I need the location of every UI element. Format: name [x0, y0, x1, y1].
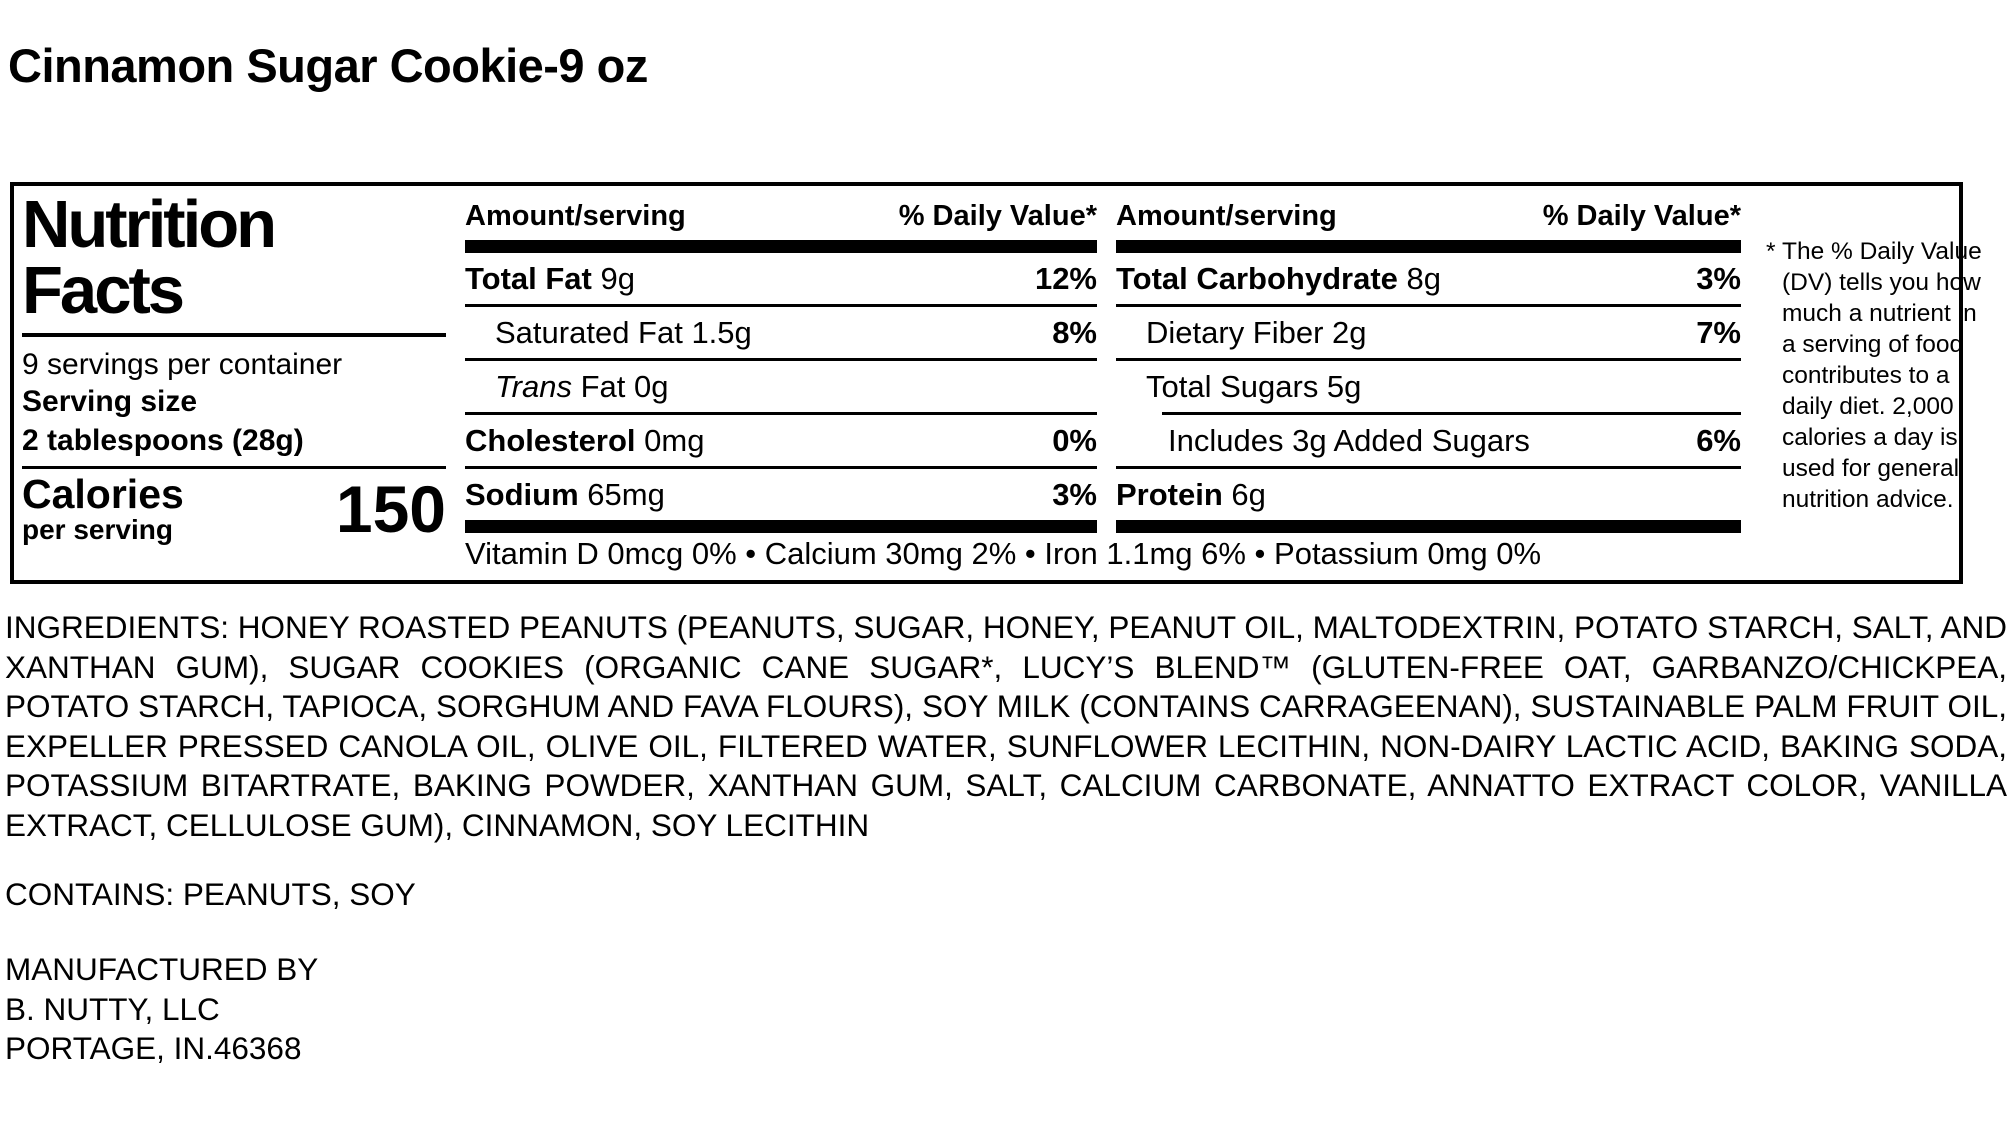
nutrient-row-total-fat: Total Fat 9g 12% [465, 253, 1097, 307]
nutrient-row-dietary-fiber: Dietary Fiber 2g 7% [1116, 307, 1741, 361]
heading-line-1: Nutrition [22, 187, 275, 262]
daily-value: 7% [1696, 314, 1741, 350]
calories-label-block [22, 471, 184, 545]
allergen-contains-line: CONTAINS: PEANUTS, SOY [5, 876, 416, 912]
nutrient-row-cholesterol: Cholesterol 0mg 0% [465, 415, 1097, 469]
divider [22, 333, 446, 337]
daily-value: 12% [1034, 260, 1097, 296]
manufacturer-block [5, 950, 318, 1069]
column1-header-daily-value: % Daily Value* [898, 200, 1097, 232]
serving-size-value: 2 tablespoons (28g) [22, 424, 304, 457]
daily-value: 6% [1696, 422, 1741, 458]
nutrient-column-1 [465, 200, 1097, 533]
daily-value: 8% [1052, 314, 1097, 350]
nutrient-row-saturated-fat: Saturated Fat 1.5g 8% [465, 307, 1097, 361]
footnote-text: The % Daily Value (DV) tells you how much a nutrient in a serving of food contributes to a daily diet. 2,000 calories a day is used for general nutrition advice. [1782, 238, 1982, 513]
daily-value: 0% [1052, 422, 1097, 458]
ingredients-paragraph: INGREDIENTS: HONEY ROASTED PEANUTS (PEANUTS, SUGAR, HONEY, PEANUT OIL, MALTODEXTRIN, POTATO STARCH, SALT, AND XANTHAN GUM), SUGAR COOKIES (ORGANIC CANE SUGAR*, LUCY’S BLEND™ (GLUTEN-FREE OAT, GARBANZO/CHICKPEA, POTATO STARCH, TAPIOCA, SORGHUM AND FAVA FLOURS), SOY MILK (CONTAINS CARRAGEENAN), SUSTAINABLE PALM FRUIT OIL, EXPELLER PRESSED CANOLA OIL, OLIVE OIL, FILTERED WATER, SUNFLOWER LECITHIN, NON-DAIRY LACTIC ACID, BAKING SODA, POTASSIUM BITARTRATE, BAKING POWDER, XANTHAN GUM, SALT, CALCIUM CARBONATE, ANNATTO EXTRACT COLOR, VANILLA EXTRACT, CELLULOSE GUM), CINNAMON, SOY LECITHIN [5, 609, 2007, 843]
calories-sublabel: per serving [22, 514, 173, 545]
daily-value: 3% [1696, 260, 1741, 296]
nutrient-row-trans-fat: Trans Fat 0g [465, 361, 1097, 415]
nutrition-facts-heading [22, 187, 446, 328]
column1-header [465, 200, 1097, 240]
column2-header [1116, 200, 1741, 240]
servings-per-container: 9 servings per container [22, 348, 343, 381]
column1-header-amount: Amount/serving [465, 200, 686, 232]
daily-value-footnote [1766, 236, 1996, 515]
manufacturer-line-2: B. NUTTY, LLC [5, 990, 220, 1027]
manufacturer-line-1: MANUFACTURED BY [5, 951, 319, 987]
daily-value: 3% [1052, 476, 1097, 512]
page-title: Cinnamon Sugar Cookie-9 oz [8, 39, 648, 92]
thick-bar [465, 520, 1097, 533]
thick-bar [1116, 240, 1741, 253]
nutrient-row-total-carbohydrate: Total Carbohydrate 8g 3% [1116, 253, 1741, 307]
column2-header-amount: Amount/serving [1116, 200, 1337, 232]
divider [22, 466, 446, 469]
calories-label: Calories [22, 471, 184, 517]
nutrition-facts-left-section [22, 187, 446, 546]
nutrient-row-protein: Protein 6g [1116, 476, 1266, 512]
nutrient-row-sodium: Sodium 65mg 3% [465, 476, 1097, 512]
manufacturer-line-3: PORTAGE, IN.46368 [5, 1030, 302, 1066]
micronutrients-line: Vitamin D 0mcg 0% • Calcium 30mg 2% • Iron 1.1mg 6% • Potassium 0mg 0% [465, 536, 1542, 571]
thick-bar [1116, 520, 1741, 533]
column2-header-daily-value: % Daily Value* [1542, 200, 1741, 232]
thick-bar [465, 240, 1097, 253]
nutrient-row-added-sugars: Includes 3g Added Sugars 6% [1116, 415, 1741, 469]
calories-row [22, 471, 446, 546]
footnote-asterisk: * [1766, 238, 1776, 265]
nutrient-row-total-sugars: Total Sugars 5g [1146, 368, 1362, 404]
calories-value: 150 [335, 472, 446, 546]
serving-size-label: Serving size [22, 385, 198, 418]
nutrient-column-2 [1116, 200, 1741, 533]
nutrition-facts-panel [10, 182, 1982, 584]
heading-line-2: Facts [22, 253, 183, 328]
